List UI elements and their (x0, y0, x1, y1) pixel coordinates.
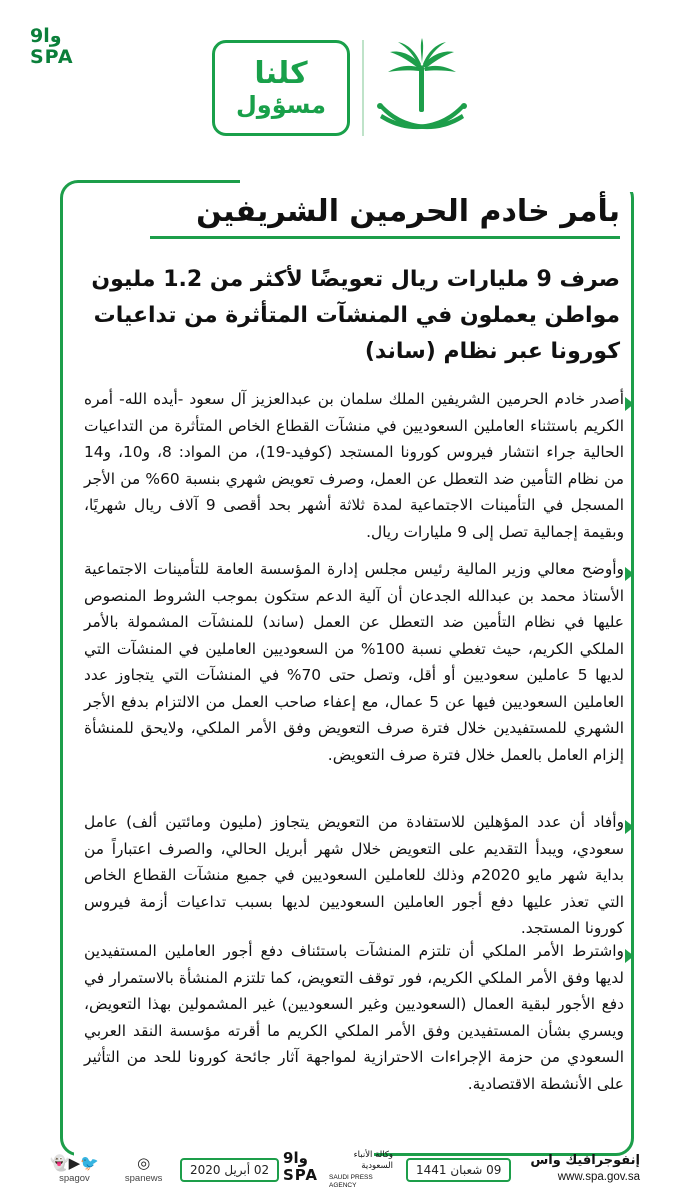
bullet-arrow-icon (625, 820, 634, 834)
kulluna-masool-logo (212, 40, 350, 136)
headline: بأمر خادم الحرمين الشريفين (196, 194, 620, 229)
paragraph-1: أصدر خادم الحرمين الشريفين الملك سلمان بن عبدالعزيز آل سعود -أيده الله- أمره الكريم باستثناء العاملين السعوديين في منشآت القطاع الخاص المتأثرة من التداعيات الحالية جراء انتشار فيروس كورونا المستجد (كوفيد-19)، من المواد: 8، و10، و14 من نظام التأمين ضد التعطل عن العمل، وصرف تعويض شهري بنسبة 60% من الأجر المسجل في التأمينات الاجتماعية لمدة ثلاثة أشهر بحد أقصى 9 آلاف ريال شهريًا، وبقيمة إجمالية تصل إلى 9 مليارات ريال. (84, 390, 624, 541)
social-spanews[interactable] (125, 1154, 163, 1185)
logo-divider (362, 40, 364, 136)
snapchat-youtube-twitter-icon: 👻▶🐦 (50, 1154, 99, 1172)
subheadline: صرف 9 مليارات ريال تعويضًا لأكثر من 1.2 مليون مواطن يعملون في المنشآت المتأثرة من تداعيات كورونا عبر نظام (ساند) (91, 267, 620, 364)
paragraph-2: وأوضح معالي وزير المالية رئيس مجلس إدارة المؤسسة العامة للتأمينات الاجتماعية الأستاذ محمد بن عبدالله الجدعان أن آلية الدعم ستكون بموجب الشروط المنصوص عليها في نظام التأمين ضد التعطل عن العمل (ساند) للمنشآت المشمولة بالأمر الملكي الكريم، حيث تغطي نسبة 100% من السعوديين العاملين في المنشآت التي لديها 5 عاملين سعوديين أو أقل، وتصل حتى 70% في المنشآت التي يتجاوز عدد العاملين السعوديين فيها عن 5 عمال، مع إعفاء صاحب العمل من الالتزام بدفع الأجر الشهري للمستفيدين خلال فترة صرف التعويض وفق الأمر الملكي، ولايحق للمنشأة إلزام العامل بالعمل خلال فترة صرف التعويض. (84, 560, 624, 764)
spa-footer-mark: وا9 SPA (283, 1149, 319, 1184)
paragraph-3: وأفاد أن عدد المؤهلين للاستفادة من التعويض يتجاوز (مليون ومائتين ألف) عامل سعودي، ويبدأ التقديم على التعويض خلال شهر أبريل الحالي، والصرف اعتباراً من بداية شهر مايو 2020م وذلك للعاملين السعوديين في جميع منشآت القطاع الخاص التي تعذر عليها دفع أجور العاملين السعوديين لديها بسبب تداعيات أزمة فيروس كورونا المستجد. (84, 813, 625, 937)
hijri-date: 09 شعبان 1441 (406, 1158, 511, 1182)
social-handle: spanews (124, 1173, 163, 1184)
paragraph-4: واشترط الأمر الملكي أن تلتزم المنشآت باستئناف دفع أجور العاملين المستفيدين لديها وفق الأمر الملكي الكريم، فور توقف التعويض، كما تلتزم المنشأة بالاستمرار في دفع الأجور لبقية العمال (السعوديين وغير السعوديين) غير المشمولين بهذا التعويض، ويسري بشأن المستفيدين وفق الأمر الملكي الكريم ما أقرته مؤسسة النقد العربي السعودي من حزمة الإجراءات الاحترازية لمواجهة آثار جائحة كورونا للحد من التأثير على الأنشطة الاقتصادية. (84, 942, 624, 1093)
bullet-arrow-icon (625, 567, 634, 581)
spa-logo-latin: SPA (30, 46, 74, 68)
website-link[interactable]: www.spa.gov.sa (557, 1171, 640, 1183)
agency-name-english: SAUDI PRESS AGENCY (329, 1174, 373, 1189)
footer (0, 1142, 690, 1200)
gregorian-date: 02 أبريل 2020 (180, 1158, 279, 1182)
infographic-label: إنفوجرافيك واس (530, 1153, 640, 1168)
bullet-arrow-icon (625, 949, 634, 963)
headline-underline (150, 236, 620, 239)
bullet-arrow-icon (625, 397, 634, 411)
social-links (50, 1154, 162, 1185)
campaign-line2: مسؤول (235, 91, 327, 119)
campaign-line1: كلنا (254, 56, 308, 91)
spa-logo-arabic: وا9 (30, 25, 62, 47)
social-spagov[interactable] (50, 1154, 99, 1185)
social-handle: spagov (59, 1173, 90, 1184)
spa-logo (30, 26, 90, 82)
saudi-emblem-icon (372, 36, 472, 140)
agency-name-arabic: وكالة الأنباء السعودية (353, 1150, 393, 1171)
spa-agency-logo (283, 1150, 393, 1198)
footer-branding (530, 1152, 640, 1185)
instagram-icon: ◎ (137, 1154, 151, 1172)
